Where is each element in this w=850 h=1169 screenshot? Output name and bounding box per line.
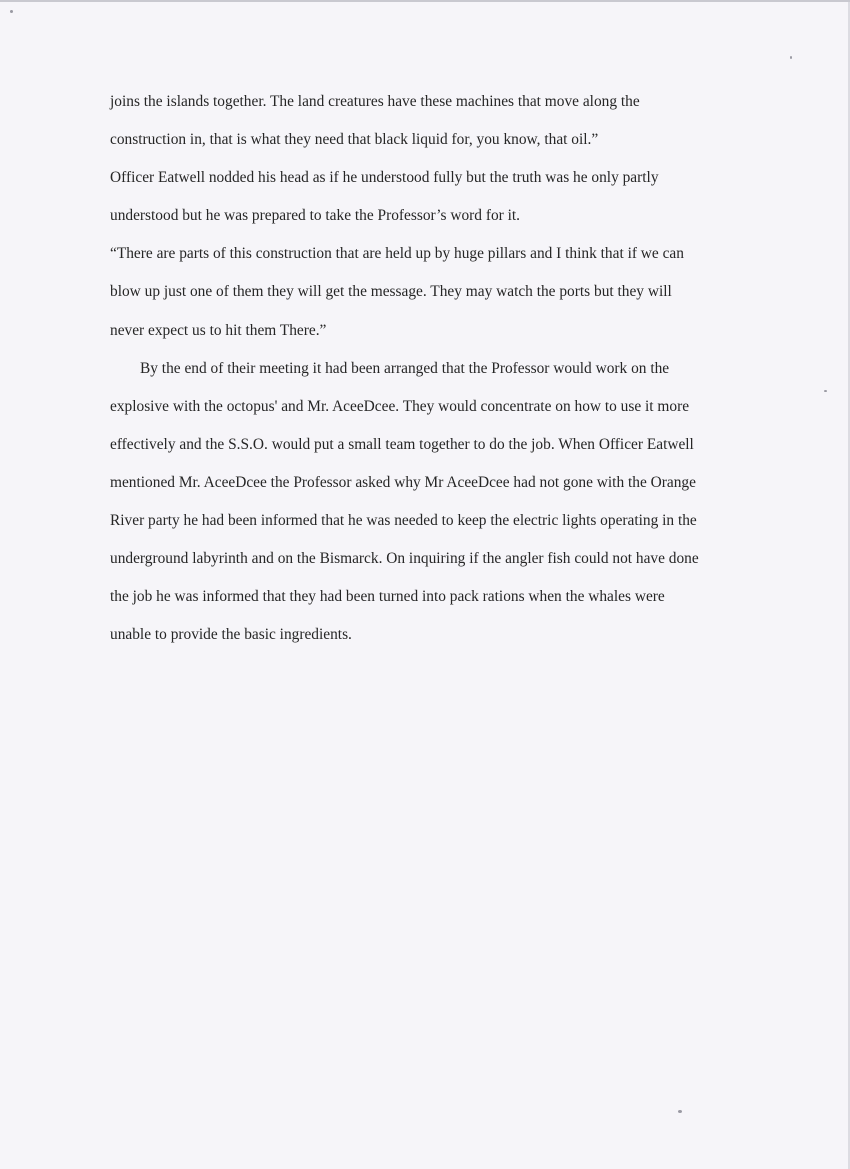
text-line: explosive with the octopus' and Mr. AceeDcee. They would concentrate on how to use it more bbox=[110, 397, 690, 415]
scan-speck bbox=[678, 1110, 682, 1113]
text-line: blow up just one of them they will get the message. They may watch the ports but they will bbox=[110, 283, 672, 301]
text-line: “There are parts of this construction that are held up by huge pillars and I think that if we can bbox=[110, 245, 684, 263]
text-line: construction in, that is what they need that black liquid for, you know, that oil.” bbox=[110, 131, 599, 149]
scan-speck bbox=[790, 56, 792, 59]
text-line: never expect us to hit them There.” bbox=[110, 321, 327, 339]
text-line: Officer Eatwell nodded his head as if he understood fully but the truth was he only partly bbox=[110, 169, 659, 187]
text-line: unable to provide the basic ingredients. bbox=[110, 626, 352, 644]
text-line: underground labyrinth and on the Bismarck. On inquiring if the angler fish could not have done bbox=[110, 550, 699, 568]
paragraph-start-line: By the end of their meeting it had been arranged that the Professor would work on the bbox=[140, 359, 670, 377]
scan-speck bbox=[10, 10, 13, 13]
text-line: River party he had been informed that he was needed to keep the electric lights operating in the bbox=[110, 512, 697, 530]
text-line: the job he was informed that they had been turned into pack rations when the whales were bbox=[110, 588, 665, 606]
text-line: understood but he was prepared to take the Professor’s word for it. bbox=[110, 207, 521, 225]
body-text bbox=[110, 83, 770, 654]
text-line: effectively and the S.S.O. would put a small team together to do the job. When Officer Eatwell bbox=[110, 435, 694, 453]
text-line: mentioned Mr. AceeDcee the Professor asked why Mr AceeDcee had not gone with the Orange bbox=[110, 473, 696, 491]
scan-speck bbox=[824, 390, 827, 392]
text-line: joins the islands together. The land creatures have these machines that move along the bbox=[110, 93, 640, 110]
